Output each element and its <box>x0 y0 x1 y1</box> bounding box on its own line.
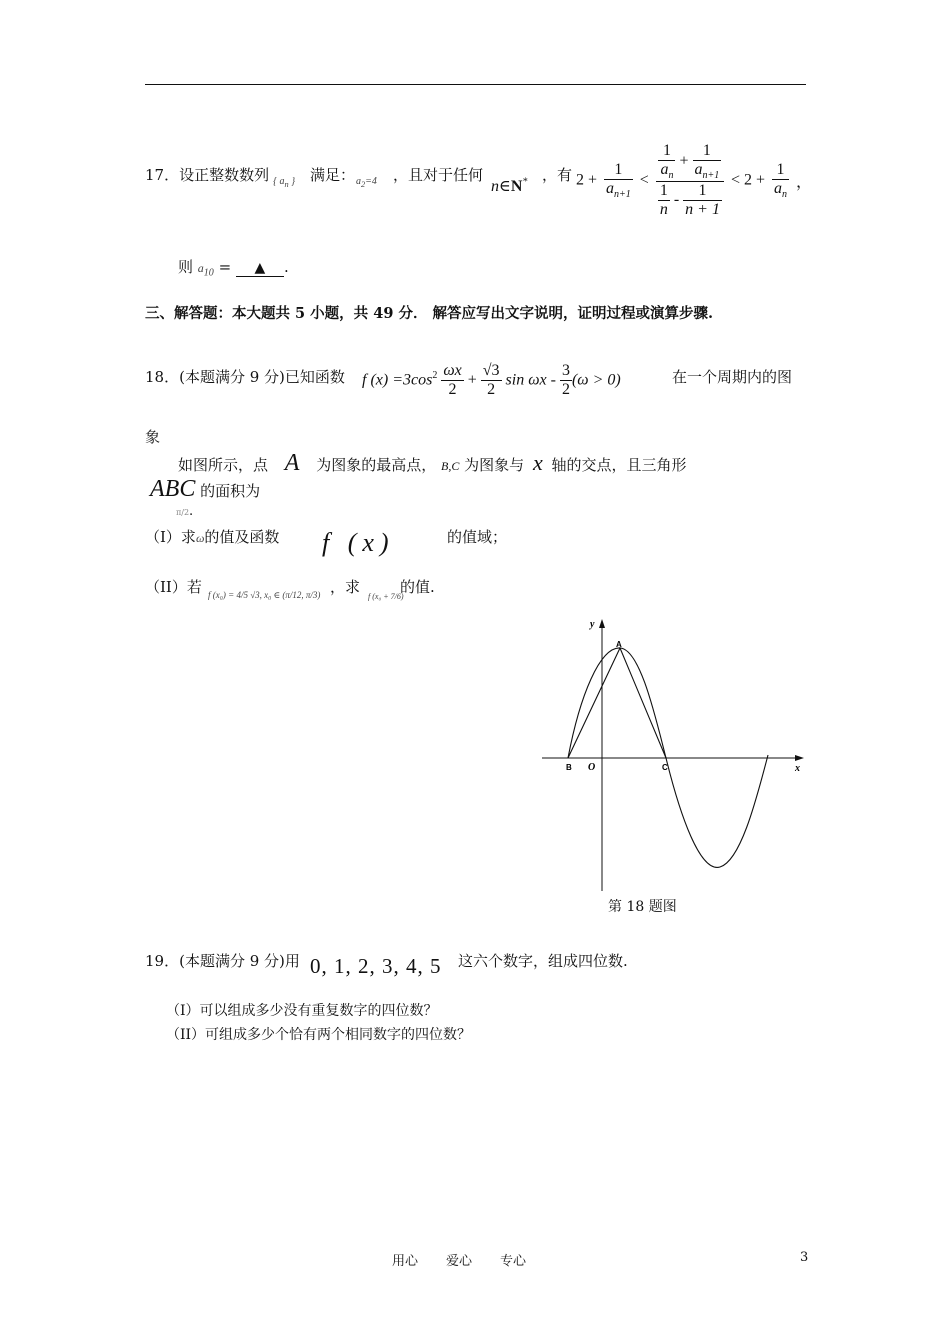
q19-part2: （II）可组成多少个恰有两个相同数字的四位数？ <box>166 1027 472 1043</box>
q17-line1 <box>145 164 269 185</box>
q19-part1: （I）可以组成多少没有重复数字的四位数？ <box>166 1003 438 1019</box>
q17-inequality: 2 + $\frac{1}{a_{n+1}}$ < $\frac{1}{a_n}$ + $\frac{1}{a_{n+1}}$ $\frac{1}{n}$ - $\frac{1}{n + 1}$ < 2 + $\frac{1}{a_n}$ ， <box>576 142 812 219</box>
q18-function: f $(x) =3\cos^2$ $\frac{\omega x}{2}$ + $\frac{√3}{2}$ sin ωx - $\frac{3}{2}$ (ω > 0) <box>362 362 621 398</box>
q18-line3: ABC 的面积为 <box>150 476 261 502</box>
q18-line2: 如图所示，点 A 为图象的最高点， B,C 为图象与 x 轴的交点，且三角形 <box>178 450 687 476</box>
q18-area-value: π/2. <box>176 504 194 519</box>
q17-you: ，有 <box>542 166 573 184</box>
q18-figure <box>540 615 810 915</box>
q19-tail: 这六个数字，组成四位数. <box>458 952 628 970</box>
frac-1-over-an1: $\frac{1}{a_{n+1}}$ <box>606 161 631 201</box>
label-C: C <box>662 763 668 772</box>
label-A: A <box>616 640 622 649</box>
label-y: y <box>590 619 595 630</box>
q18-part2: （II）若 <box>145 578 202 596</box>
q18-xiang: 象 <box>145 428 161 446</box>
y-axis-arrow <box>599 619 605 628</box>
header-rule <box>145 84 806 85</box>
q17-satisfy: 满足： <box>310 166 356 184</box>
q18-fx-big: f (x) <box>322 528 395 557</box>
label-B: B <box>566 763 572 772</box>
q18-part2-mid: ，求 <box>330 578 361 596</box>
q18-part1: （I）求ω的值及函数 <box>145 528 280 546</box>
q17-lead: 设正整数数列 <box>179 166 270 184</box>
q18-condition: f (x₀) = 4/5 √3, x₀ ∈ (π/12, π/3) <box>208 590 321 600</box>
q17-answer-line: 则 $a_{10}$ = ▲ . <box>178 258 289 279</box>
q17-number: 17． <box>145 166 180 184</box>
footer-motto: 用心 爱心 专心 <box>392 1254 527 1269</box>
frac-big: $\frac{1}{a_n}$ + $\frac{1}{a_{n+1}}$ $\frac{1}{n}$ - $\frac{1}{n + 1}$ <box>656 142 724 219</box>
section-3-heading: 三、解答题：本大题共 5 小题，共 49 分． 解答应写出文字说明，证明过程或演算步骤. <box>145 305 714 322</box>
q18-line1: 18．(本题满分 9 分)已知函数 <box>145 368 345 386</box>
q18-part1-tail: 的值域； <box>447 528 508 546</box>
q17-condition: $a_2=4$ <box>356 176 377 189</box>
frac-1-over-an: $\frac{1}{a_n}$ <box>773 161 787 201</box>
q17-n-in: n∈N* <box>491 176 528 195</box>
q18-tail: 在一个周期内的图 <box>672 368 793 386</box>
q17-and-any: ，且对于任何 <box>393 166 484 184</box>
q17-seq: { $a_n$ } <box>273 176 296 189</box>
answer-blank: ▲ <box>236 260 284 277</box>
q18-part2-tail: 的值. <box>400 578 435 596</box>
q18-target: f (x₀ + 7/6) <box>368 592 404 601</box>
label-x: x <box>795 763 800 774</box>
q19-line1: 19．(本题满分 9 分)用 <box>145 952 300 970</box>
label-O: O <box>588 762 596 773</box>
page-number: 3 <box>800 1250 809 1265</box>
x-axis-arrow <box>795 755 804 761</box>
q19-digits: 0, 1, 2, 3, 4, 5 <box>310 954 442 978</box>
figure-caption: 第 18 题图 <box>608 899 677 915</box>
q17-then: 则 <box>178 258 194 276</box>
